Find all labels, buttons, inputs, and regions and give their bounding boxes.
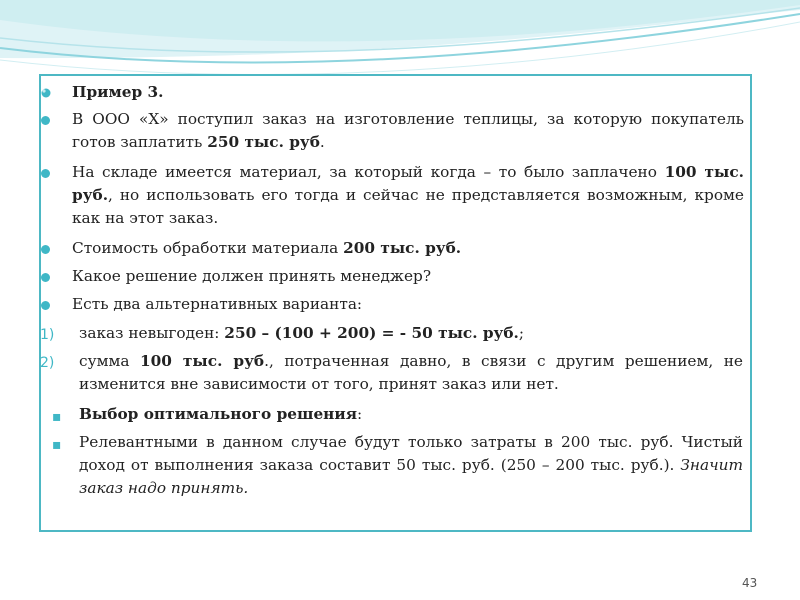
bullet-icon — [41, 301, 50, 310]
alternative-1: заказ невыгоден: 250 – (100 + 200) = - 50 тыс. руб.; — [79, 324, 525, 342]
paragraph-processing-cost: Стоимость обработки материала 200 тыс. руб. — [72, 239, 462, 257]
paragraph-order: В ООО «Х» поступил заказ на изготовление теплицы, за которую покупатель готов заплатить 250 тыс. руб. — [72, 110, 744, 151]
page-number: 43 — [742, 576, 758, 590]
paragraph-question: Какое решение должен принять менеджер? — [72, 267, 432, 285]
example-title: Пример 3. — [72, 83, 164, 101]
bullet-icon — [41, 116, 50, 125]
list-number: 1) — [40, 327, 55, 343]
star-bullet-icon — [40, 87, 52, 99]
bullet-icon — [41, 273, 50, 282]
paragraph-alternatives: Есть два альтернативных варианта: — [72, 295, 363, 313]
alternative-2: сумма 100 тыс. руб., потраченная давно, в связи с другим решением, не изменится вне зависимости от того, принят заказ или нет. — [79, 352, 743, 393]
conclusion-paragraph: Релевантными в данном случае будут только затраты в 200 тыс. руб. Чистый доход от выполнения заказа составит 50 тыс. руб. (250 – 200 тыс. руб.). Значит заказ надо принять. — [79, 433, 743, 497]
sub-bullet-icon: ▪ — [52, 409, 62, 425]
bullet-icon — [41, 245, 50, 254]
optimal-decision-heading: Выбор оптимального решения: — [79, 405, 363, 423]
bullet-icon — [41, 169, 50, 178]
list-number: 2) — [40, 355, 55, 371]
sub-bullet-icon: ▪ — [52, 437, 62, 453]
paragraph-material: На складе имеется материал, за который когда – то было заплачено 100 тыс. руб., но использовать его тогда и сейчас не представляется возможным, кроме как на этот заказ. — [72, 163, 744, 227]
